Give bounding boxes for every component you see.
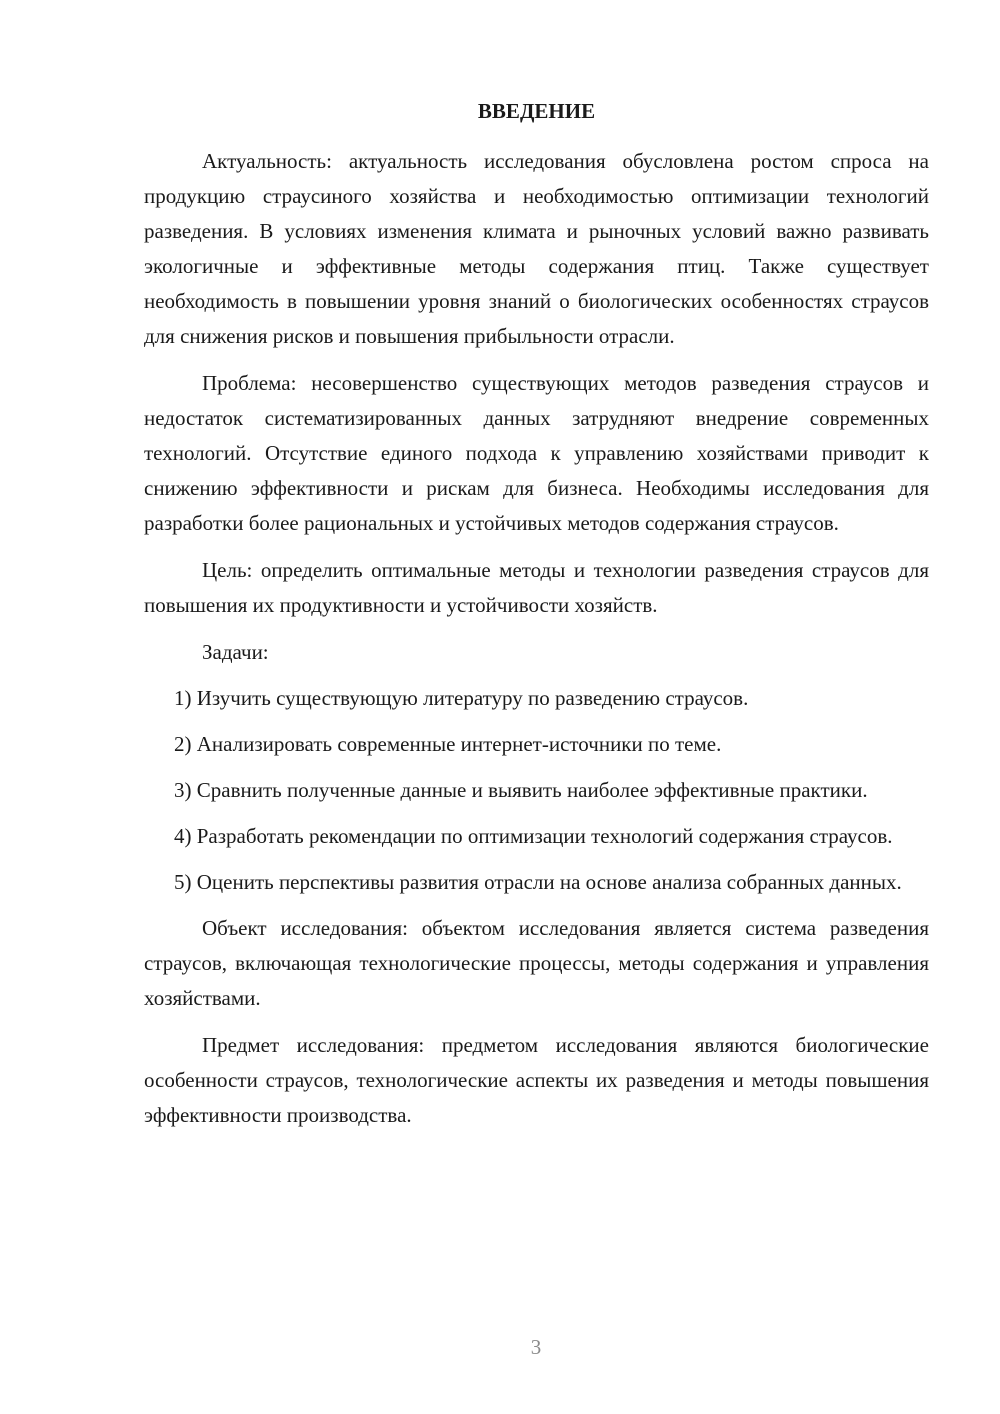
- section-title: ВВЕДЕНИЕ: [477, 99, 596, 123]
- task-item-1: 1) Изучить существующую литературу по разведению страусов.: [174, 686, 749, 710]
- page-number: 3: [530, 1335, 542, 1359]
- task-item-3: 3) Сравнить полученные данные и выявить наиболее эффективные практики.: [174, 778, 868, 802]
- task-item-5: 5) Оценить перспективы развития отрасли на основе анализа собранных данных.: [174, 870, 902, 894]
- tasks-list: [144, 681, 929, 900]
- task-item-2: 2) Анализировать современные интернет-источники по теме.: [174, 732, 722, 756]
- tasks-label: Задачи:: [202, 640, 269, 664]
- task-item-4: 4) Разработать рекомендации по оптимизации технологий содержания страусов.: [174, 824, 893, 848]
- paragraph-subject: Предмет исследования: предметом исследования являются биологические особенности страусов, технологические аспекты их разведения и методы повышения эффективности производства.: [144, 1033, 929, 1127]
- paragraph-goal: Цель: определить оптимальные методы и технологии разведения страусов для повышения их продуктивности и устойчивости хозяйств.: [144, 558, 929, 617]
- paragraph-problem: Проблема: несовершенство существующих методов разведения страусов и недостаток систематизированных данных затрудняют внедрение современных технологий. Отсутствие единого подхода к управлению хозяйствами приводит к снижению эффективности и рискам для бизнеса. Необходимы исследования для разработки более рациональных и устойчивых методов содержания страусов.: [144, 371, 929, 535]
- paragraph-relevance: Актуальность: актуальность исследования обусловлена ростом спроса на продукцию страусиного хозяйства и необходимостью оптимизации технологий разведения. В условиях изменения климата и рыночных условий важно развивать экологичные и эффективные методы содержания птиц. Также существует необходимость в повышении уровня знаний о биологических особенностях страусов для снижения рисков и повышения прибыльности отрасли.: [144, 149, 929, 348]
- document-body: [144, 96, 929, 1145]
- paragraph-object: Объект исследования: объектом исследования является система разведения страусов, включающая технологические процессы, методы содержания и управления хозяйствами.: [144, 916, 929, 1010]
